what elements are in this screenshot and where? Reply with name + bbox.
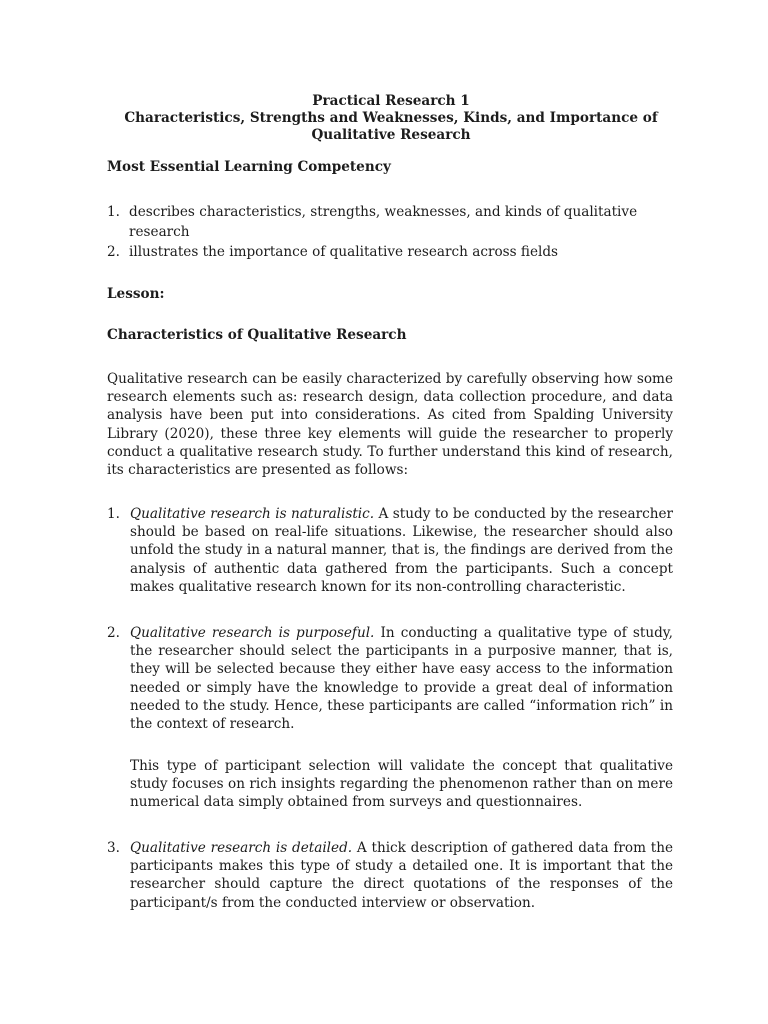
list-number: 1. — [107, 204, 120, 220]
lesson-title-line-2: Qualitative Research — [311, 127, 471, 143]
section-heading: Characteristics of Qualitative Research — [107, 327, 407, 343]
list-text: describes characteristics, strengths, weaknesses, and kinds of qualitative research — [129, 204, 638, 240]
competency-list — [107, 202, 647, 262]
item-number: 2. — [107, 625, 120, 641]
item-lead: Qualitative research is purposeful. — [130, 625, 375, 641]
list-text: illustrates the importance of qualitative research across fields — [129, 244, 559, 260]
document-title — [100, 93, 682, 144]
item-body — [130, 839, 673, 912]
list-item — [107, 242, 647, 262]
lesson-title-line-1: Characteristics, Strengths and Weaknesses, Kinds, and Importance of — [124, 110, 658, 126]
characteristic-item — [107, 839, 673, 912]
item-body — [130, 624, 673, 733]
item-number: 3. — [107, 840, 120, 856]
list-number: 2. — [107, 244, 120, 260]
intro-paragraph: Qualitative research can be easily characterized by carefully observing how some research elements such as: research design, data collection procedure, and data analysis have been put into considerations. As cited from Spalding University Library (2020), these three key elements will guide the researcher to properly conduct a qualitative research study. To further understand this kind of research, its characteristics are presented as follows: — [107, 371, 673, 479]
item-text: A study to be conducted by the researcher should be based on real-life situations. Likewise, the researcher should also unfold the study in a natural manner, that is, the findings are derived from the analysis of authentic data gathered from the participants. Such a concept makes qualitative research known for its non-controlling characteristic. — [130, 506, 673, 595]
followup-paragraph: This type of participant selection will validate the concept that qualitative study focuses on rich insights regarding the phenomenon rather than on mere numerical data simply obtained from surveys and questionnaires. — [130, 758, 673, 811]
competency-heading: Most Essential Learning Competency — [107, 159, 391, 175]
characteristic-item — [107, 624, 673, 733]
characteristic-item — [107, 505, 673, 596]
item-lead: Qualitative research is naturalistic. — [130, 506, 375, 522]
course-title: Practical Research 1 — [312, 93, 470, 109]
item-body — [130, 505, 673, 596]
item-number: 1. — [107, 506, 120, 522]
item-text: In conducting a qualitative type of study, the researcher should select the participants in a purposive manner, that is, they will be selected because they either have easy access to the information needed or simply have the knowledge to provide a great deal of information needed to the study. Hence, these participants are called “information rich” in the context of research. — [130, 625, 673, 733]
item-lead: Qualitative research is detailed. — [130, 840, 353, 856]
lesson-label: Lesson: — [107, 286, 165, 302]
item-text: A thick description of gathered data from the participants makes this type of study a detailed one. It is important that the researcher should capture the direct quotations of the responses of the participant/s from the conducted interview or observation. — [130, 840, 674, 911]
list-item — [107, 202, 647, 242]
